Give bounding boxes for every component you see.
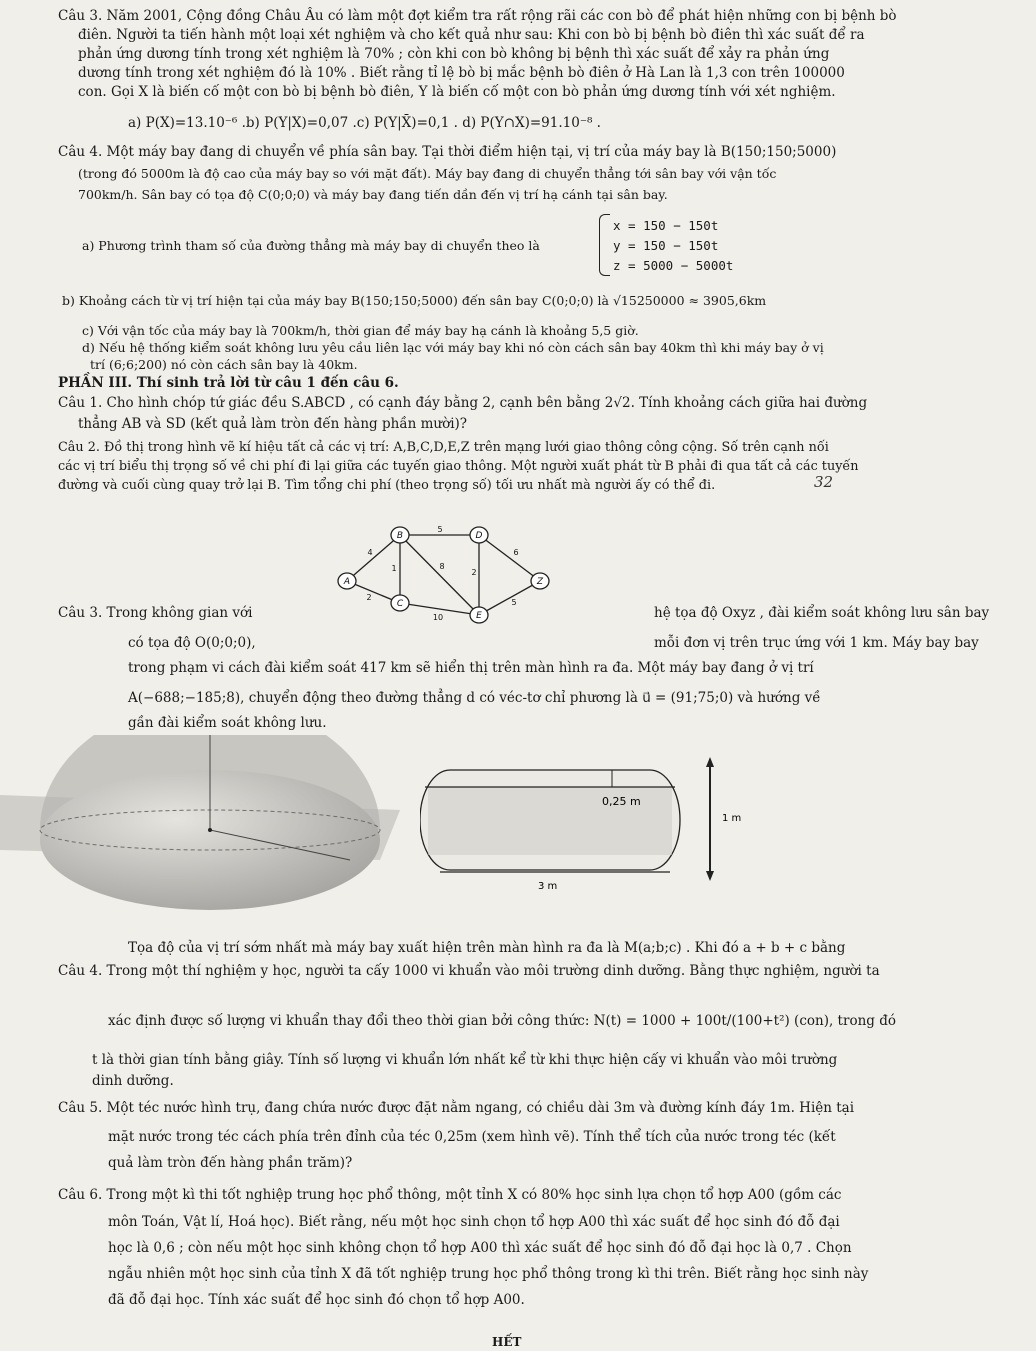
p3-q5-line-1: Câu 5. Một téc nước hình trụ, đang chứa nước được đặt nằm ngang, có chiều dài 3m và đường kính đáy 1m. Hiện tại — [58, 1100, 855, 1116]
q3a-line-2: điên. Người ta tiến hành một loại xét nghiệm và cho kết quả như sau: Khi con bò bị bệnh bò điên thì xác suất để ra — [78, 27, 865, 43]
weight-d-z: 6 — [513, 548, 519, 557]
weight-b-c: 1 — [391, 564, 397, 573]
p3-q6-line-2: môn Toán, Vật lí, Hoá học). Biết rằng, nếu một học sinh chọn tổ hợp A00 thì xác suất để học sinh đó đỗ đại — [108, 1214, 840, 1230]
p3-q3-left-1: Câu 3. Trong không gian với — [58, 605, 253, 621]
q4a-statement-d1: d) Nếu hệ thống kiểm soát không lưu yêu cầu liên lạc với máy bay khi nó còn cách sân bay 40km thì khi máy bay ở vị — [82, 340, 824, 355]
p3-q6-line-4: ngẫu nhiên một học sinh của tỉnh X đã tốt nghiệp trung học phổ thông trong kì thi trên. Biết rằng học sinh này — [108, 1266, 869, 1282]
q4a-statement-a: a) Phương trình tham số của đường thẳng mà máy bay di chuyển theo là — [82, 238, 540, 253]
q4a-statement-d2: trí (6;6;200) nó còn cách sân bay là 40km. — [90, 357, 358, 372]
p3-q5-line-2: mặt nước trong téc cách phía trên đỉnh của téc 0,25m (xem hình vẽ). Tính thể tích của nước trong téc (kết — [108, 1129, 836, 1145]
p3-q3-left-2: có tọa độ O(0;0;0), — [128, 635, 256, 651]
q4a-line-1: Câu 4. Một máy bay đang di chuyển về phía sân bay. Tại thời điểm hiện tại, vị trí của máy bay là B(150;150;5000) — [58, 144, 837, 160]
tank-figure — [420, 755, 780, 895]
edge-b-e — [400, 535, 479, 615]
node-d-label: D — [475, 531, 483, 541]
p3-q3-line-4: A(−688;−185;8), chuyển động theo đường thẳng d có véc-tơ chỉ phương là u⃗ = (91;75;0) và hướng về — [128, 690, 821, 706]
p3-q3-line-5: gần đài kiểm soát không lưu. — [128, 715, 327, 731]
q4a-line-3: 700km/h. Sân bay có tọa độ C(0;0;0) và máy bay đang tiến dần đến vị trí hạ cánh tại sân bay. — [78, 187, 668, 202]
center-point — [208, 828, 212, 832]
node-c-label: C — [396, 599, 404, 609]
eq-y: y = 150 − 150t — [613, 238, 719, 253]
p3-q3-line-6: Tọa độ của vị trí sớm nhất mà máy bay xuất hiện trên màn hình ra đa là M(a;b;c) . Khi đó a + b + c bằng — [128, 940, 846, 956]
gap-label: 0,25 m — [602, 795, 641, 808]
p3-q4-line-4: dinh dưỡng. — [92, 1073, 174, 1089]
p3-q5-line-3: quả làm tròn đến hàng phần trăm)? — [108, 1155, 353, 1171]
part3-title: PHẦN III. Thí sinh trả lời từ câu 1 đến câu 6. — [58, 375, 399, 391]
diameter-label: 1 m — [722, 813, 742, 824]
weight-c-e: 10 — [432, 613, 444, 622]
node-b-label: B — [396, 531, 404, 541]
node-e-label: E — [476, 611, 482, 621]
q4a-statement-b: b) Khoảng cách từ vị trí hiện tại của máy bay B(150;150;5000) đến sân bay C(0;0;0) là √15250000 ≈ 3905,6km — [62, 293, 767, 308]
p3-q4-line-1: Câu 4. Trong một thí nghiệm y học, người ta cấy 1000 vi khuẩn vào môi trường dinh dưỡng. Bằng thực nghiệm, người ta — [58, 963, 880, 979]
node-a-label: A — [343, 577, 351, 587]
q3a-line-3: phản ứng dương tính trong xét nghiệm là 70% ; còn khi con bò không bị bệnh thì xác suất để xảy ra phản ứng — [78, 46, 830, 62]
traffic-graph — [320, 525, 560, 630]
q3a-line-1: Câu 3. Năm 2001, Cộng đồng Châu Âu có làm một đợt kiểm tra rất rộng rãi các con bò để phát hiện những con bị bệnh bò — [58, 8, 897, 24]
q3a-line-5: con. Gọi X là biến cố một con bò bị bệnh bò điên, Y là biến cố một con bò phản ứng dương tính với xét nghiệm. — [78, 84, 836, 100]
eq-x: x = 150 − 150t — [613, 218, 719, 233]
weight-a-c: 2 — [366, 593, 372, 602]
eq-z: z = 5000 − 5000t — [613, 258, 734, 273]
node-z-label: Z — [536, 577, 544, 587]
weight-b-a: 4 — [367, 548, 373, 557]
parametric-system — [613, 216, 733, 276]
q4a-line-2: (trong đó 5000m là độ cao của máy bay so với mặt đất). Máy bay đang di chuyển thẳng tới sân bay với vận tốc — [78, 166, 777, 181]
q3a-line-4: dương tính trong xét nghiệm đó là 10% . Biết rằng tỉ lệ bò bị mắc bệnh bò điên ở Hà Lan là 1,3 con trên 100000 — [78, 65, 845, 81]
p3-q6-line-3: học là 0,6 ; còn nếu một học sinh không chọn tổ hợp A00 thì xác suất để học sinh đó đỗ đại học là 0,7 . Chọn — [108, 1240, 852, 1256]
edge-d-z — [479, 535, 540, 581]
q3a-options: a) P(X)=13.10⁻⁶ .b) P(Y|X)=0,07 .c) P(Y|X̄)=0,1 . d) P(Y∩X)=91.10⁻⁸ . — [128, 115, 601, 131]
p3-q3-right-2: mỗi đơn vị trên trục ứng với 1 km. Máy bay bay — [654, 635, 979, 651]
handwritten-answer: 32 — [814, 473, 834, 491]
weight-b-d: 5 — [437, 525, 443, 534]
p3-q4-line-2: xác định được số lượng vi khuẩn thay đổi theo thời gian bởi công thức: N(t) = 1000 + 100t/(100+t²) (con), trong đó — [108, 1013, 896, 1029]
arrow-down-icon — [706, 871, 714, 881]
edge-b-a — [347, 535, 400, 581]
sphere-figure — [0, 735, 400, 915]
p3-q2-line-3: đường và cuối cùng quay trở lại B. Tìm tổng chi phí (theo trọng số) tối ưu nhất mà người ấy có thể đi. — [58, 478, 716, 493]
p3-q2-line-1: Câu 2. Đồ thị trong hình vẽ kí hiệu tất cả các vị trí: A,B,C,D,E,Z trên mạng lưới giao thông công cộng. Số trên cạnh nối — [58, 440, 829, 455]
weight-d-e: 2 — [471, 568, 477, 577]
p3-q6-line-1: Câu 6. Trong một kì thi tốt nghiệp trung học phổ thông, một tỉnh X có 80% học sinh lựa chọn tổ hợp A00 (gồm các — [58, 1187, 842, 1203]
q4a-statement-c: c) Với vận tốc của máy bay là 700km/h, thời gian để máy bay hạ cánh là khoảng 5,5 giờ. — [82, 323, 639, 338]
length-label: 3 m — [538, 881, 558, 892]
p3-q1-line-1: Câu 1. Cho hình chóp tứ giác đều S.ABCD , có cạnh đáy bằng 2, cạnh bên bằng 2√2. Tính khoảng cách giữa hai đường — [58, 395, 868, 411]
weight-b-e: 8 — [439, 562, 445, 571]
edge-e-z — [479, 581, 540, 615]
p3-q6-line-5: đã đỗ đại học. Tính xác suất để học sinh đó chọn tổ hợp A00. — [108, 1292, 525, 1308]
p3-q3-right-1: hệ tọa độ Oxyz , đài kiểm soát không lưu sân bay — [654, 605, 990, 621]
system-brace — [599, 214, 610, 276]
p3-q3-line-3: trong phạm vi cách đài kiểm soát 417 km sẽ hiển thị trên màn hình ra đa. Một máy bay đang ở vị trí — [128, 660, 814, 676]
p3-q4-line-3: t là thời gian tính bằng giây. Tính số lượng vi khuẩn lớn nhất kể từ khi thực hiện cấy vi khuẩn vào môi trường — [92, 1052, 838, 1068]
weight-e-z: 5 — [511, 598, 517, 607]
p3-q1-line-2: thẳng AB và SD (kết quả làm tròn đến hàng phần mười)? — [78, 416, 468, 432]
footer-end: HẾT — [492, 1335, 522, 1349]
p3-q2-line-2: các vị trí biểu thị trọng số về chi phí đi lại giữa các tuyến giao thông. Một người xuất phát từ B phải đi qua tất cả các tuyến — [58, 459, 859, 474]
arrow-up-icon — [706, 757, 714, 767]
